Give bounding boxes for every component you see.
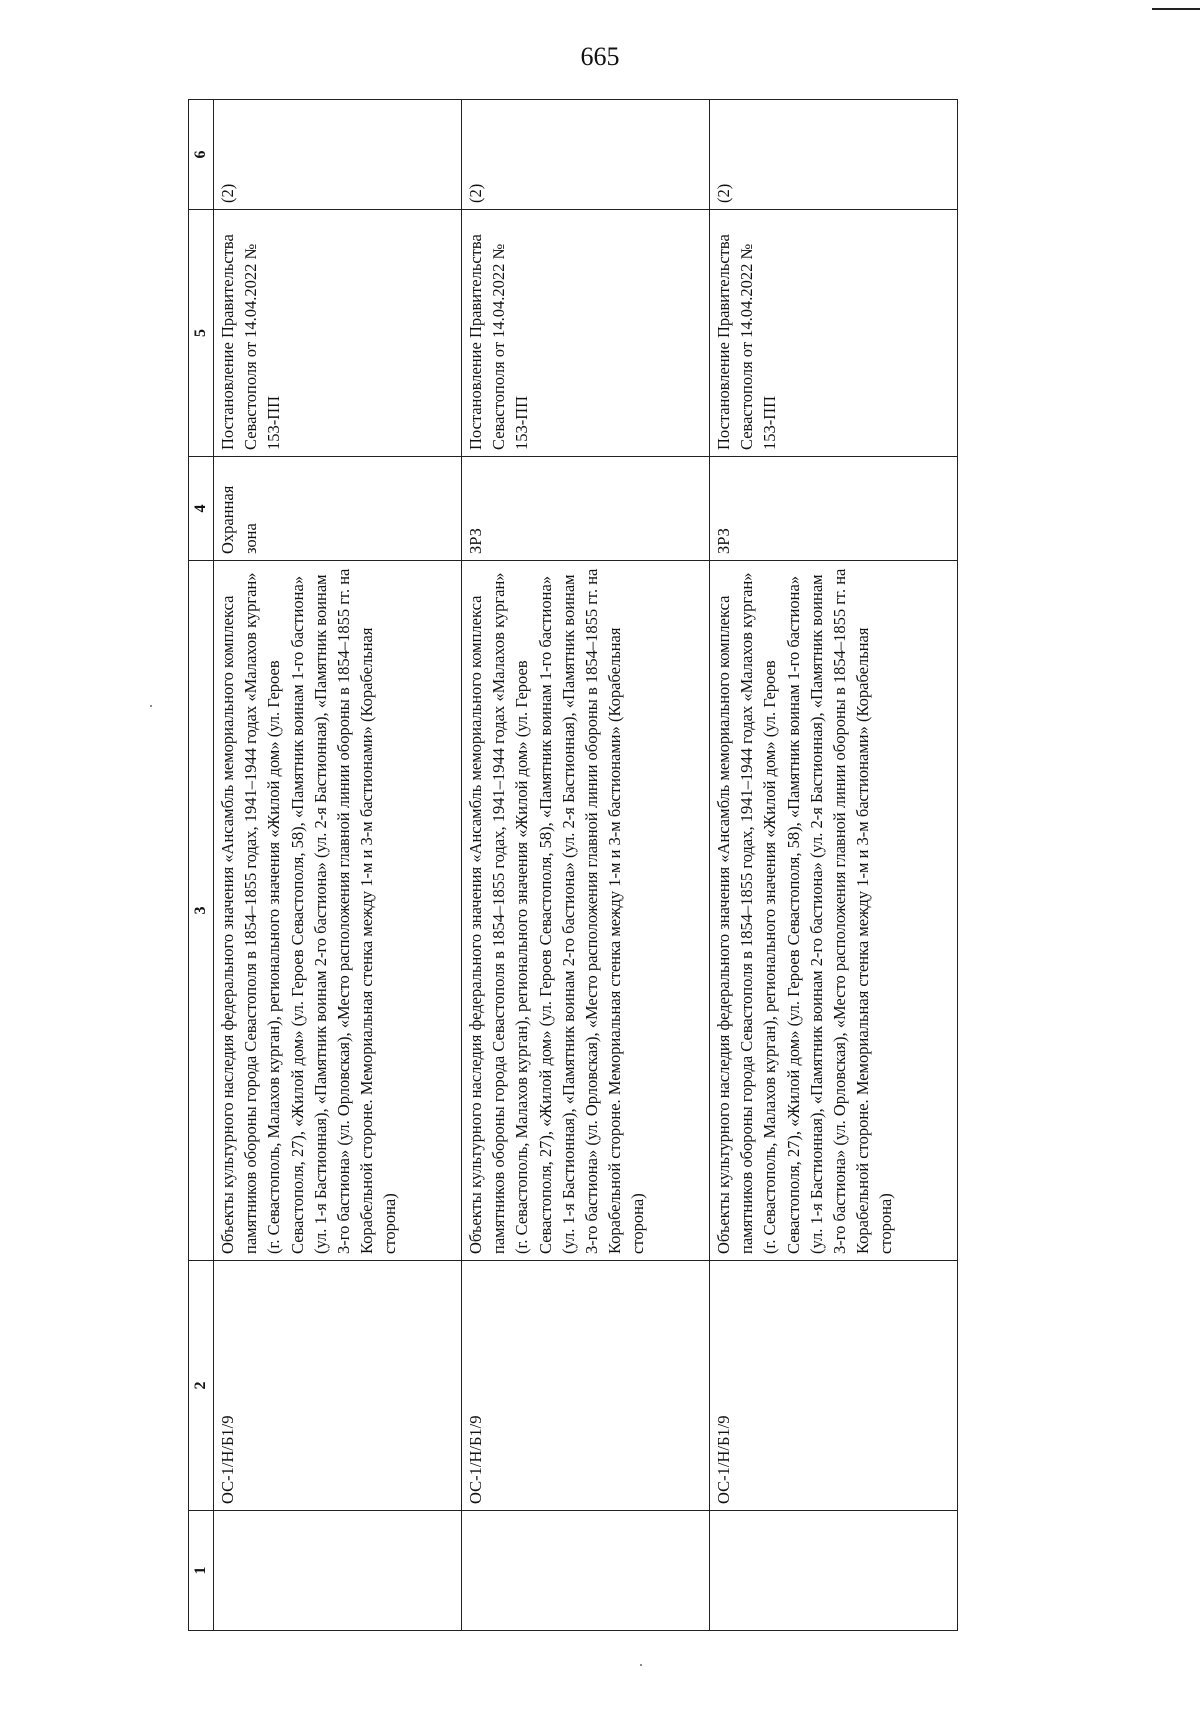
object-description-cell: Объекты культурного наследия федерального значения «Ансамбль мемориального комплекса памятников обороны города Севастополя в 1854–1855 годах, 1941–1944 годах «Малахов курган» (г. Севастополь, Малахов курган), регионального значения «Жилой дом» (ул. Героев Севастополя, 27), «Жилой дом» (ул. Героев Севастополя, 58), «Памятник воинам 1-го бастиона» (ул. 1-я Бастионная), «Памятник воинам 2-го бастиона» (ул. 2-я Бастионная), «Памятник воинам 3-го бастиона» (ул. Орловская), «Место расположения главной линии обороны в 1854–1855 гг. на Корабельной стороне. Мемориальная стенка между 1-м и 3-м бастионами» (Корабельная сторона) [710,561,958,1261]
scan-dust [640,1664,642,1666]
scan-edge-mark [1152,8,1200,10]
zone-type-cell: ЗРЗ [462,457,710,561]
page-number: 665 [580,42,620,71]
row-index-cell [710,1511,958,1631]
legal-document-cell: Постановление Правительства Севастополя от 14.04.2022 № 153-ПП [462,210,710,457]
column-number-2: 2 [189,1261,214,1511]
note-cell: (2) [462,100,710,210]
note-cell: (2) [710,100,958,210]
object-description-cell: Объекты культурного наследия федерального значения «Ансамбль мемориального комплекса памятников обороны города Севастополя в 1854–1855 годах, 1941–1944 годах «Малахов курган» (г. Севастополь, Малахов курган), регионального значения «Жилой дом» (ул. Героев Севастополя, 27), «Жилой дом» (ул. Героев Севастополя, 58), «Памятник воинам 1-го бастиона» (ул. 1-я Бастионная), «Памятник воинам 2-го бастиона» (ул. 2-я Бастионная), «Памятник воинам 3-го бастиона» (ул. Орловская), «Место расположения главной линии обороны в 1854–1855 гг. на Корабельной стороне. Мемориальная стенка между 1-м и 3-м бастионами» (Корабельная сторона) [462,561,710,1261]
table-row [462,100,710,1631]
table-row [214,100,462,1631]
zone-type-cell: Охранная зона [214,457,462,561]
column-number-3: 3 [189,561,214,1261]
legal-document-cell: Постановление Правительства Севастополя от 14.04.2022 № 153-ПП [710,210,958,457]
row-index-cell [462,1511,710,1631]
column-number-1: 1 [189,1511,214,1631]
row-index-cell [214,1511,462,1631]
column-number-6: 6 [189,100,214,210]
column-number-5: 5 [189,210,214,457]
zone-type-cell: ЗРЗ [710,457,958,561]
column-number-4: 4 [189,457,214,561]
scan-dust [150,705,152,707]
object-code-cell: ОС-1/Н/Б1/9 [462,1261,710,1511]
rotated-table-container [188,100,958,1631]
heritage-objects-table [188,99,958,1631]
object-description-cell: Объекты культурного наследия федерального значения «Ансамбль мемориального комплекса памятников обороны города Севастополя в 1854–1855 годах, 1941–1944 годах «Малахов курган» (г. Севастополь, Малахов курган), регионального значения «Жилой дом» (ул. Героев Севастополя, 27), «Жилой дом» (ул. Героев Севастополя, 58), «Памятник воинам 1-го бастиона» (ул. 1-я Бастионная), «Памятник воинам 2-го бастиона» (ул. 2-я Бастионная), «Памятник воинам 3-го бастиона» (ул. Орловская), «Место расположения главной линии обороны в 1854–1855 гг. на Корабельной стороне. Мемориальная стенка между 1-м и 3-м бастионами» (Корабельная сторона) [214,561,462,1261]
object-code-cell: ОС-1/Н/Б1/9 [710,1261,958,1511]
table-row [710,100,958,1631]
object-code-cell: ОС-1/Н/Б1/9 [214,1261,462,1511]
note-cell: (2) [214,100,462,210]
column-number-row [189,100,214,1631]
legal-document-cell: Постановление Правительства Севастополя от 14.04.2022 № 153-ПП [214,210,462,457]
